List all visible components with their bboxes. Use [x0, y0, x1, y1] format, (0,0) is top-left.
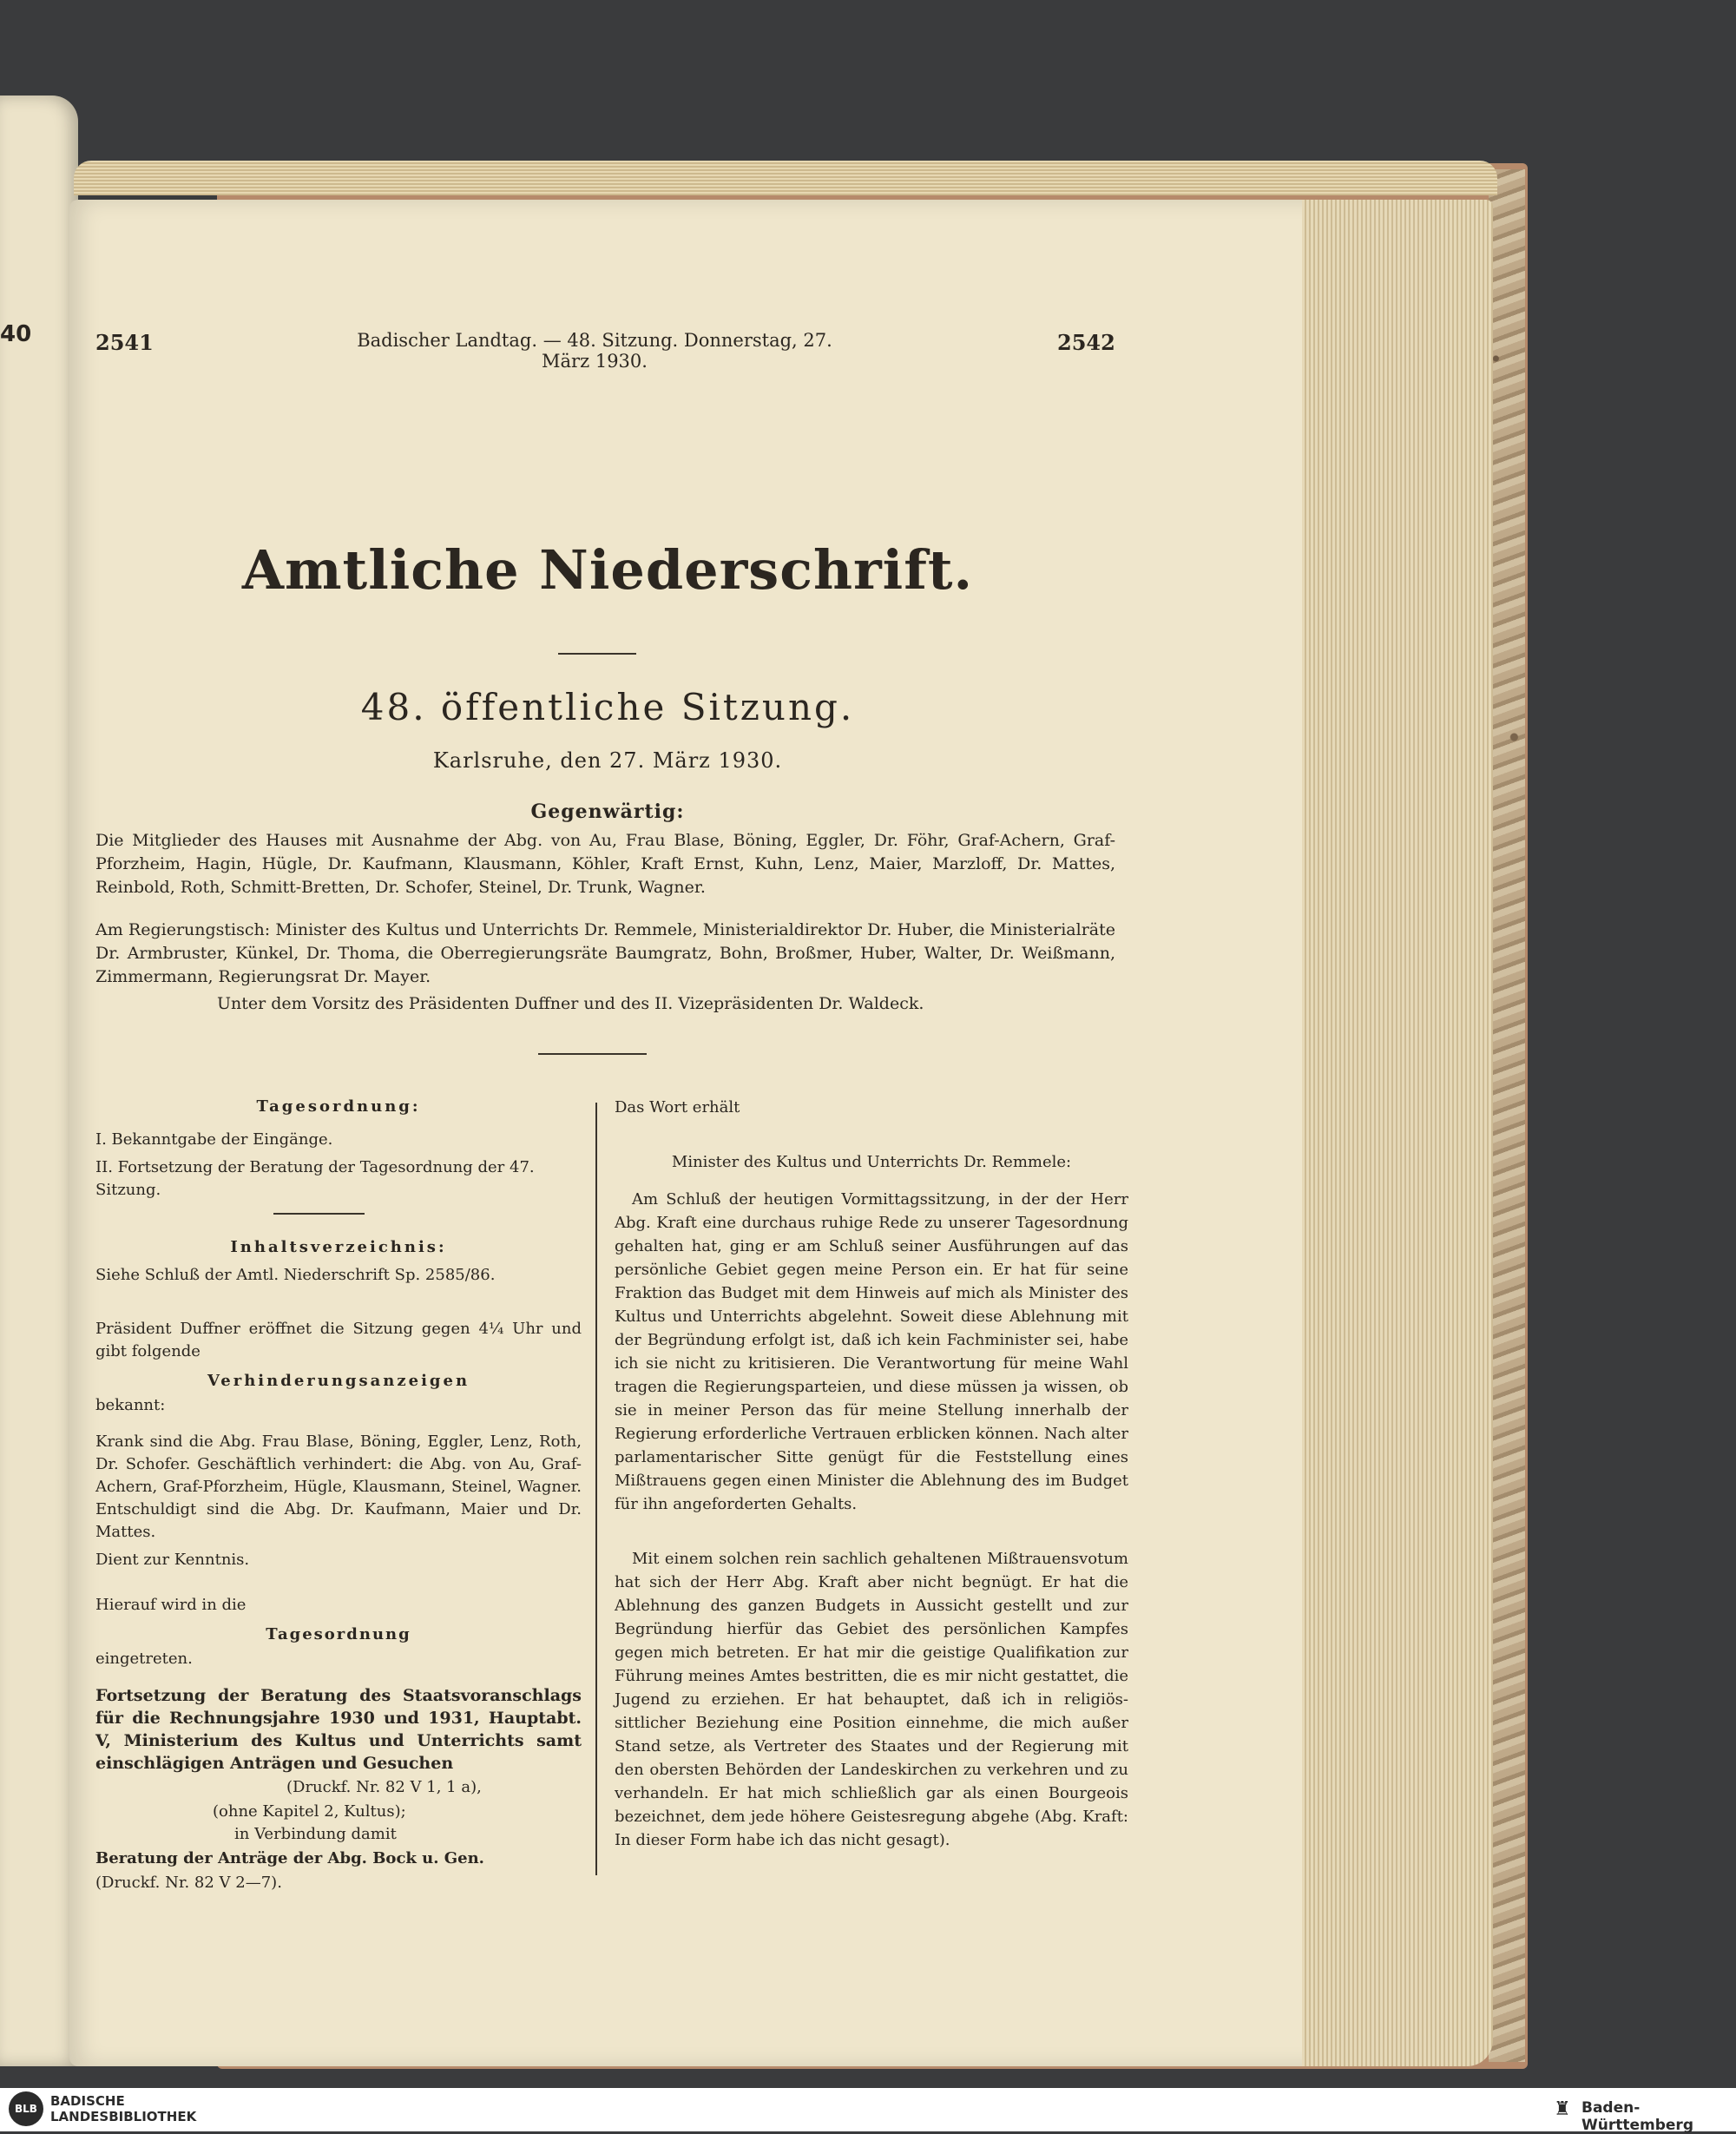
footer-bar: [0, 2088, 1736, 2131]
agenda2-label: Tagesordnung: [266, 1625, 411, 1643]
document-title: Amtliche Niederschrift.: [241, 538, 974, 602]
page-edges: [1302, 200, 1493, 2066]
agenda-item-1: I. Bekanntgabe der Eingänge.: [95, 1130, 333, 1149]
entry-text-2: eingetreten.: [95, 1650, 193, 1668]
blb-line-2: LANDESBIBLIOTHEK: [50, 2109, 197, 2124]
section-rule: [538, 1053, 647, 1055]
contents-label: Inhaltsverzeichnis:: [230, 1238, 447, 1256]
agenda-rule: [273, 1213, 365, 1215]
noted-text: Dient zur Kenntnis.: [95, 1551, 250, 1569]
agenda-item-note: (ohne Kapitel 2, Kultus);: [213, 1802, 406, 1821]
absence-intro: bekannt:: [95, 1396, 166, 1414]
session-title: 48. öffentliche Sitzung.: [360, 686, 855, 728]
blb-line-1: BADISCHE: [50, 2093, 125, 2109]
agenda-item-2: II. Fortsetzung der Beratung der Tagesordnung der 47. Sitzung.: [95, 1158, 535, 1199]
bw-state-name[interactable]: Baden-Württemberg: [1581, 2099, 1693, 2134]
running-title: Badischer Landtag. — 48. Sitzung. Donnerstag, 27. März 1930.: [357, 330, 832, 372]
column-divider: [595, 1103, 597, 1875]
page-stack-top: [74, 161, 1497, 195]
agenda-item-connect: in Verbindung damit: [234, 1825, 397, 1843]
speaker-name: Minister des Kultus und Unterrichts Dr. Remmele:: [671, 1153, 1072, 1171]
page-number-right: 2542: [1057, 330, 1115, 355]
present-label: Gegenwärtig:: [530, 800, 685, 823]
title-rule: [558, 653, 636, 655]
agenda-item-ref: (Druckf. Nr. 82 V 1, 1 a),: [286, 1778, 482, 1796]
place-date: Karlsruhe, den 27. März 1930.: [432, 748, 783, 773]
chair-statement: Unter dem Vorsitz des Präsidenten Duffner und des II. Vizepräsidenten Dr. Waldeck.: [217, 994, 924, 1013]
speech-paragraph-2: Mit einem solchen rein sachlich gehaltenen Mißtrauensvotum hat sich der Herr Abg. Kraft aber nicht begnügt. Er hat die Ablehnung des ganzen Budgets in Aussicht gestellt und zur Begründung hierfür das Gebiet des persönlichen Kampfes gegen mich betreten. Er hat mir die geistige Qualifikation zur Führung meines Amtes bestritten, die es mir nicht gestattet, die Jugend zu erziehen. Er hat behauptet, daß ich in religiös-sittlicher Beziehung eine Position einnehme, die mich außer Stand setze, als Vertreter des Staates und der Regierung mit den obersten Behörden der Landeskirchen zu verkehren und zu verhandeln. Er hat mich schließlich gar als einen Bourgeois bezeichnet, dem jede höhere Geistesregung abgehe (Abg. Kraft: In dieser Form habe ich das nicht gesagt).: [615, 1550, 1128, 1849]
blb-library-name[interactable]: [50, 2093, 196, 2124]
present-members: Die Mitglieder des Hauses mit Ausnahme der Abg. von Au, Frau Blase, Böning, Eggler, Dr. Föhr, Graf-Achern, Graf-Pforzheim, Hagin, Hügle, Dr. Kaufmann, Klausmann, Köhler, Kraft Ernst, Kuhn, Lenz, Maier, Marzloff, Dr. Mattes, Reinbold, Roth, Schmitt-Bretten, Dr. Schofer, Steinel, Dr. Trunk, Wagner.: [95, 831, 1115, 897]
entry-text-1: Hierauf wird in die: [95, 1596, 247, 1614]
absence-text: Krank sind die Abg. Frau Blase, Böning, Eggler, Lenz, Roth, Dr. Schofer. Geschäftlich verhindert: die Abg. von Au, Graf-Achern, Graf-Pforzheim, Hügle, Klausmann, Steinel, Wagner. Entschuldigt sind die Abg. Dr. Kaufmann, Maier und Dr. Mattes.: [95, 1433, 582, 1541]
page-number-left: 2541: [95, 330, 154, 355]
left-page-number: 40: [0, 321, 32, 347]
government-table: Am Regierungstisch: Minister des Kultus und Unterrichts Dr. Remmele, Ministerialdirektor Dr. Huber, die Ministerialräte Dr. Armbruster, Künkel, Dr. Thoma, die Oberregierungsräte Baumgratz, Bohn, Broßmer, Huber, Walter, Dr. Weißmann, Zimmermann, Regierungsrat Dr. Mayer.: [95, 920, 1115, 986]
agenda-item-bold: Fortsetzung der Beratung des Staatsvoranschlags für die Rechnungsjahre 1930 und 1931, Hauptabt. V, Ministerium des Kultus und Unterrichts samt einschlägigen Anträgen und Gesuchen: [95, 1686, 582, 1773]
bw-coat-of-arms-icon: ♜: [1554, 2098, 1571, 2120]
agenda-item2-bold: Beratung der Anträge der Abg. Bock u. Gen.: [95, 1849, 484, 1867]
opening-text: Präsident Duffner eröffnet die Sitzung gegen 4¼ Uhr und gibt folgende: [95, 1320, 582, 1360]
contents-text: Siehe Schluß der Amtl. Niederschrift Sp. 2585/86.: [95, 1266, 496, 1284]
absence-label: Verhinderungsanzeigen: [207, 1372, 470, 1390]
agenda-item2-ref: (Druckf. Nr. 82 V 2—7).: [95, 1874, 282, 1892]
blb-logo[interactable]: BLB: [9, 2091, 43, 2126]
left-page-edge: [0, 96, 78, 2066]
speech-paragraph-1: Am Schluß der heutigen Vormittagssitzung, in der der Herr Abg. Kraft eine durchaus ruhige Rede zu unserer Tagesordnung gehalten hat, ging er am Schluß seiner Ausführungen auf das persönliche Gebiet gegen meine Person ein. Er hat für seine Fraktion das Budget mit dem Hinweis auf mich als Minister des Kultus und Unterrichts abgelehnt. Soweit diese Ablehnung mit der Begründung erfolgt ist, daß ich kein Fachminister sei, habe ich sie nicht zu kritisieren. Die Verantwortung für meine Wahl tragen die Regierungsparteien, und diese müssen ja wissen, ob sie in meiner Person das für meine Stellung innerhalb der Regierung erforderliche Vertrauen erblicken können. Nach alter parlamentarischer Sitte genügt für die Feststellung eines Mißtrauens gegen einen Minister die Ablehnung des im Budget für ihn angeforderten Gehalts.: [615, 1190, 1128, 1513]
speech-intro: Das Wort erhält: [615, 1098, 740, 1116]
marbled-endpaper: [1489, 169, 1525, 2062]
agenda-label: Tagesordnung:: [256, 1097, 421, 1116]
